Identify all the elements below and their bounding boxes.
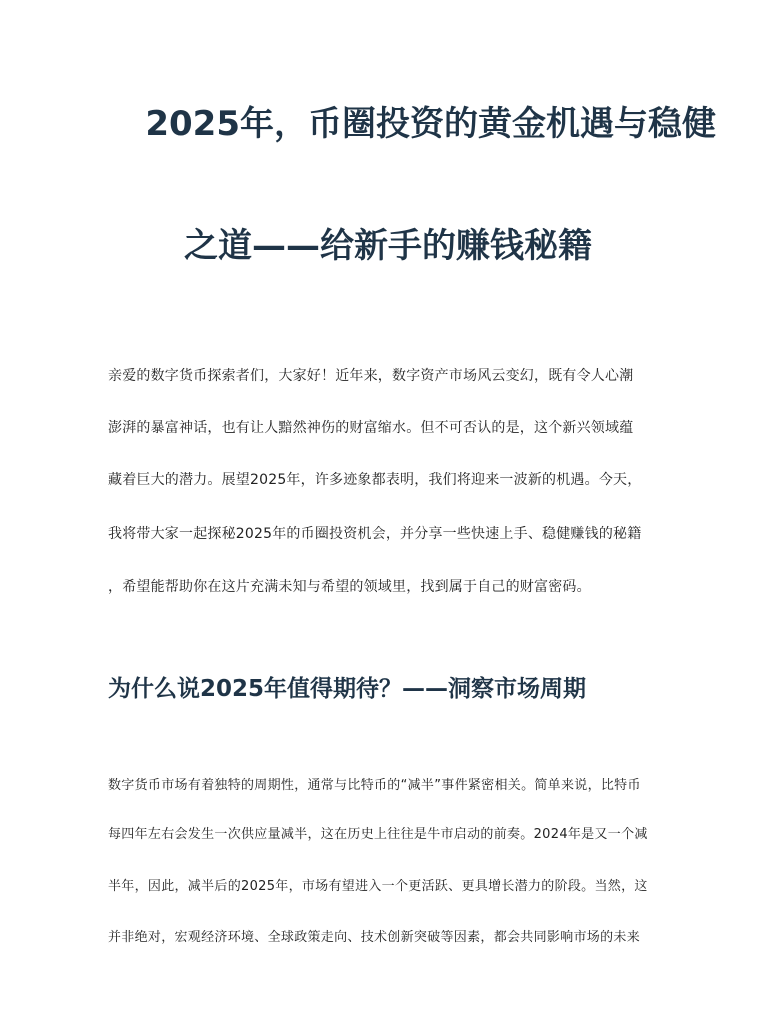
intro-paragraph-line: ，希望能帮助你在这片充满未知与希望的领域里，找到属于自己的财富密码。: [108, 579, 591, 595]
intro-paragraph-line: 亲爱的数字货币探索者们，大家好！近年来，数字资产市场风云变幻，既有令人心潮: [108, 368, 634, 384]
section-paragraph-line: 每四年左右会发生一次供应量减半，这在历史上往往是牛市启动的前奏。2024年是又一个减: [108, 827, 648, 842]
document-title-line-2: 之道——给新手的赚钱秘籍: [184, 226, 592, 266]
section-paragraph-line: 半年，因此，减半后的2025年，市场有望进入一个更活跃、更具增长潜力的阶段。当然，这: [108, 879, 648, 894]
intro-paragraph-line: 我将带大家一起探秘2025年的币圈投资机会，并分享一些快速上手、稳健赚钱的秘籍: [108, 526, 642, 542]
section-paragraph-line: 数字货币市场有着独特的周期性，通常与比特币的“减半”事件紧密相关。简单来说，比特币: [108, 778, 641, 793]
document-title-line-1: 2025年，币圈投资的黄金机遇与稳健: [145, 104, 716, 144]
intro-paragraph-line: 藏着巨大的潜力。展望2025年，许多迹象都表明，我们将迎来一波新的机遇。今天，: [108, 472, 642, 488]
section-paragraph-line: 并非绝对，宏观经济环境、全球政策走向、技术创新突破等因素，都会共同影响市场的未来: [108, 930, 641, 945]
section-heading: 为什么说2025年值得期待？——洞察市场周期: [108, 676, 587, 702]
intro-paragraph-line: 澎湃的暴富神话，也有让人黯然神伤的财富缩水。但不可否认的是，这个新兴领域蕴: [108, 420, 634, 436]
